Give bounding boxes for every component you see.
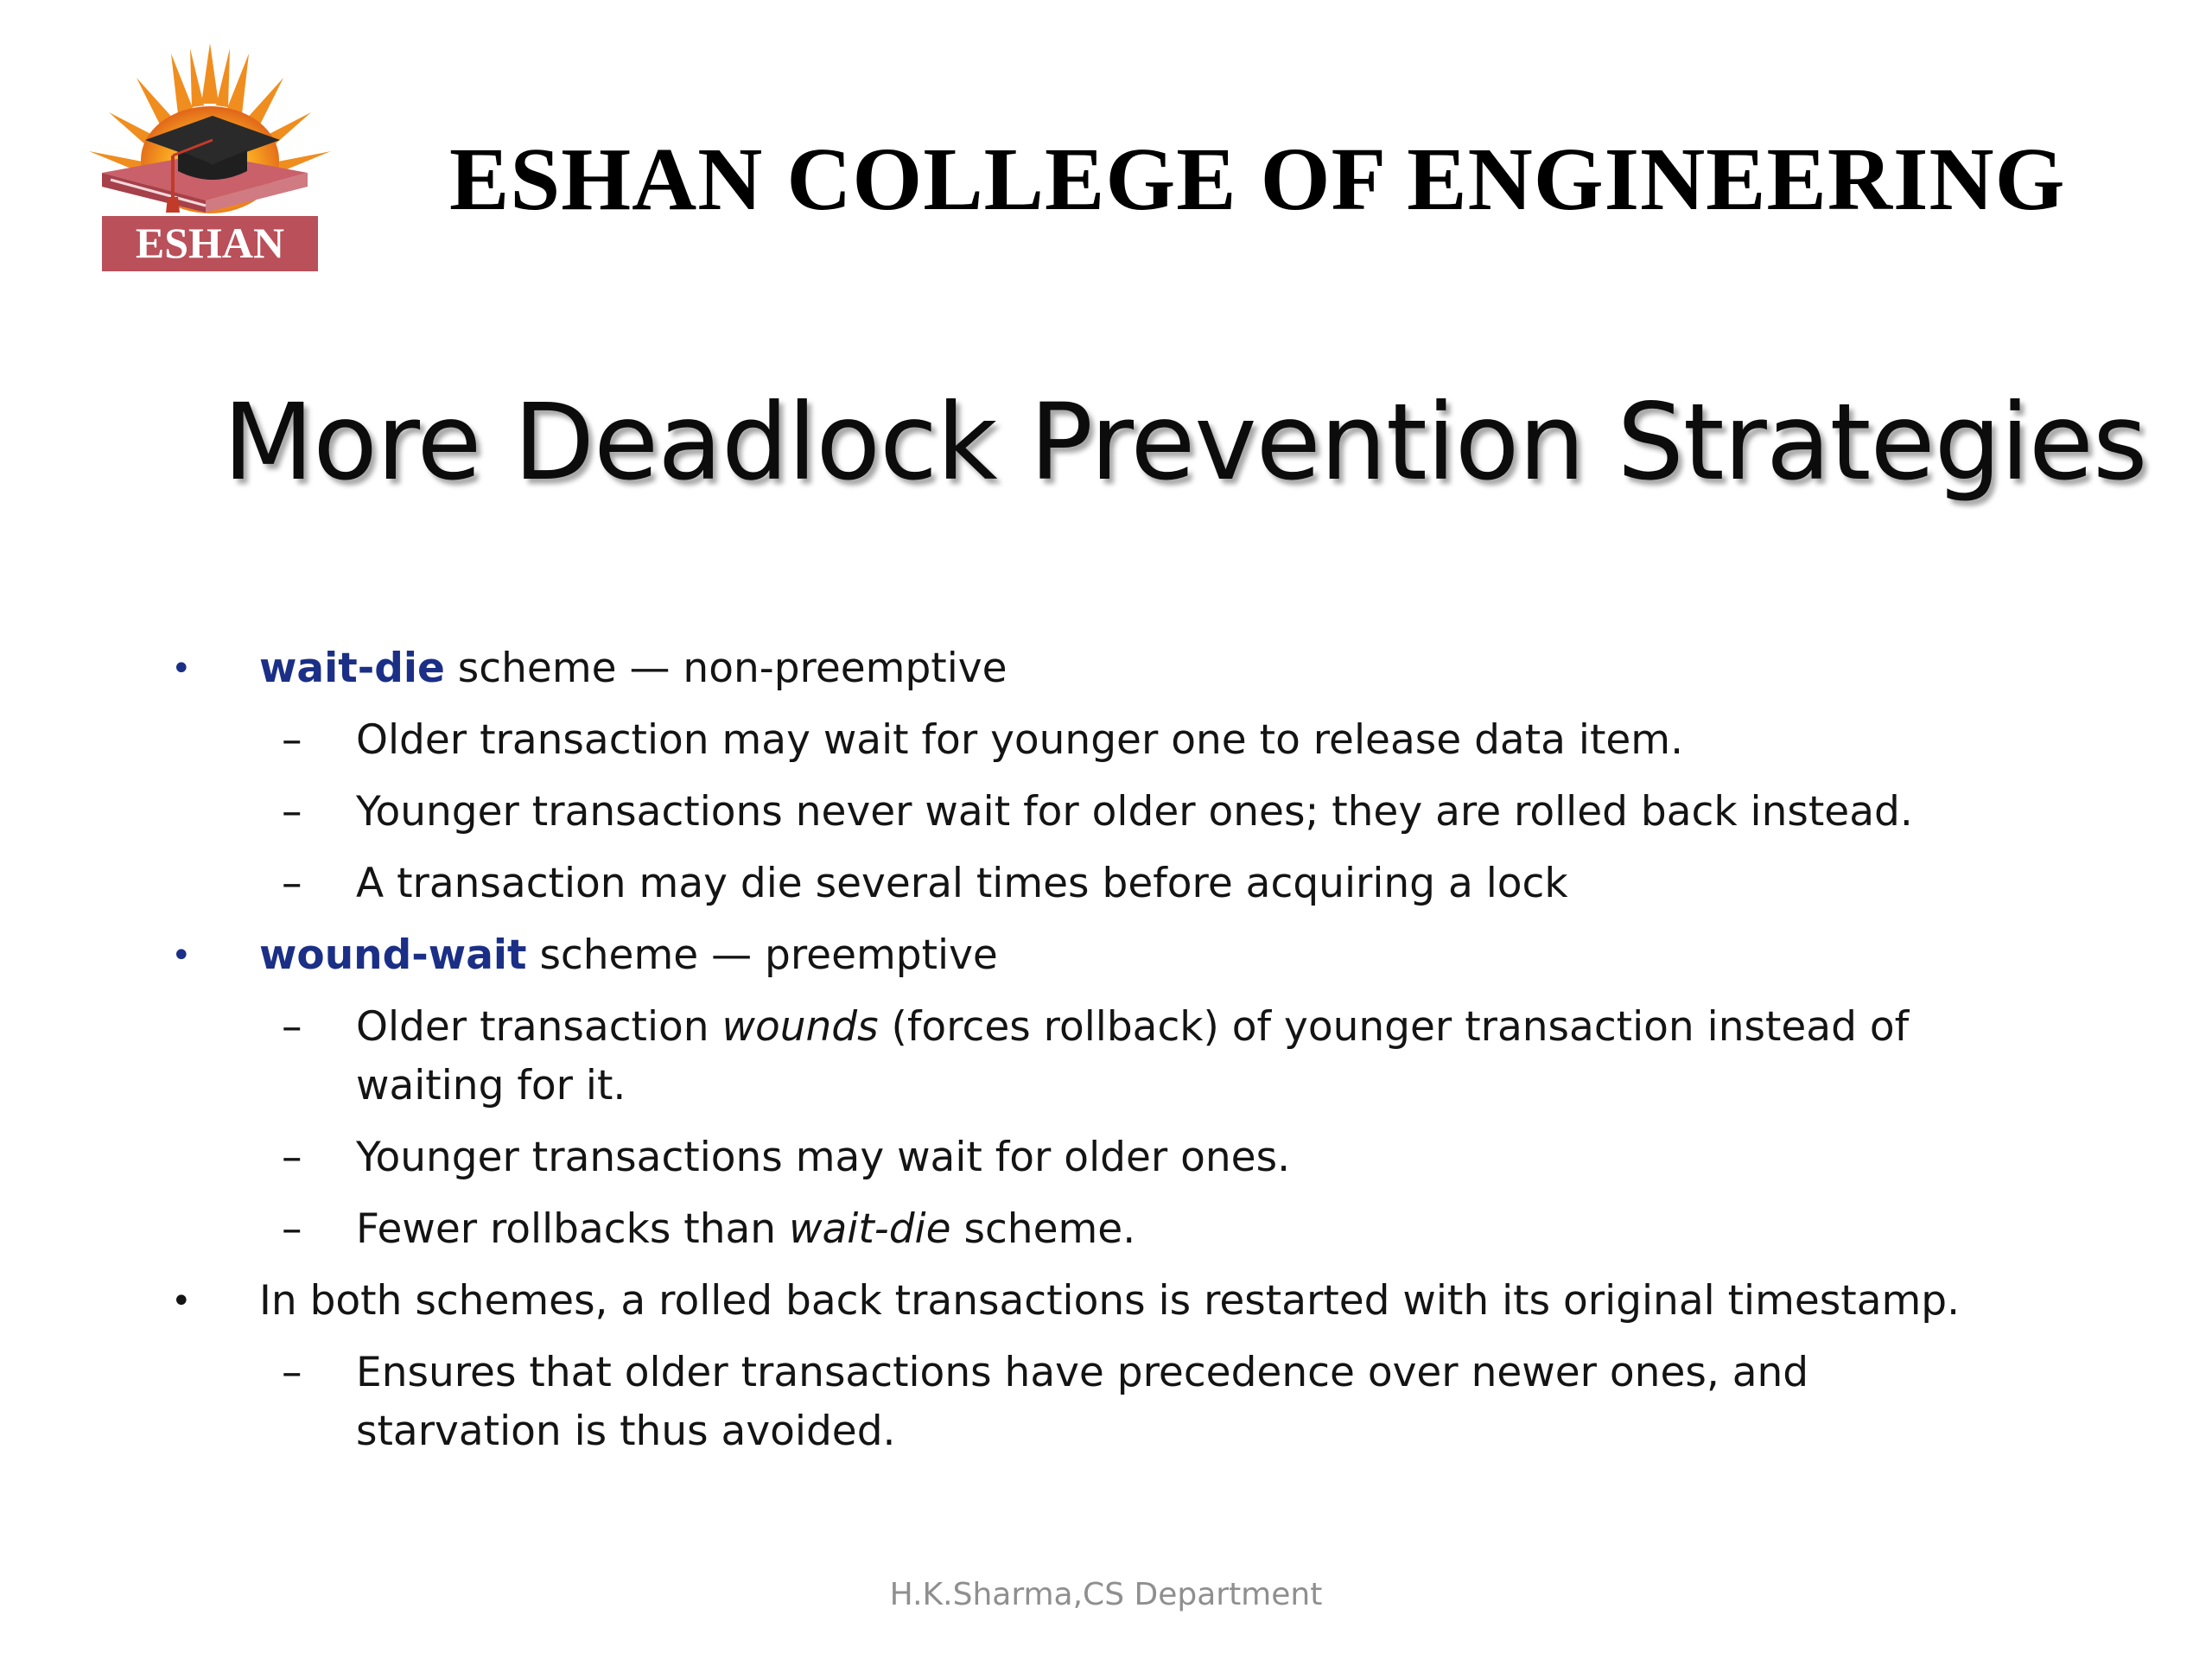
bullet-marker: • xyxy=(171,1281,192,1321)
sub-point xyxy=(164,1128,2022,1187)
sub-point-text: Younger transactions may wait for older ones. xyxy=(356,1134,1291,1181)
term-wound-wait: wound-wait xyxy=(259,931,527,979)
bullet-both-schemes xyxy=(164,1272,2022,1331)
sub-point xyxy=(164,998,2022,1116)
college-logo xyxy=(76,43,344,276)
sub-point-text-after: scheme. xyxy=(950,1205,1136,1253)
dash-marker: – xyxy=(282,716,302,764)
sub-point-text-before: Older transaction xyxy=(356,1003,722,1051)
sub-point xyxy=(164,783,2022,842)
logo-text: ESHAN xyxy=(135,219,285,267)
sub-point xyxy=(164,1200,2022,1259)
sub-point xyxy=(164,855,2022,913)
bullet-marker: • xyxy=(171,936,192,976)
bullet-text: scheme — preemptive xyxy=(526,931,998,979)
slide-content xyxy=(164,639,2022,1474)
dash-marker: – xyxy=(282,860,302,907)
bullet-wound-wait xyxy=(164,926,2022,985)
bullet-wait-die xyxy=(164,639,2022,698)
college-name: ESHAN COLLEGE OF ENGINEERING xyxy=(449,130,2066,229)
sub-point xyxy=(164,1344,2022,1461)
sub-point-text: Younger transactions never wait for older ones; they are rolled back instead. xyxy=(356,788,1913,836)
term-wait-die: wait-die xyxy=(259,645,445,692)
sub-point-text: Ensures that older transactions have precedence over newer ones, and starvation is thus avoided. xyxy=(356,1349,1809,1455)
sub-point-text-before: Fewer rollbacks than xyxy=(356,1205,790,1253)
slide-footer: H.K.Sharma,CS Department xyxy=(889,1577,1323,1612)
bullet-marker: • xyxy=(171,649,192,689)
dash-marker: – xyxy=(282,1003,302,1051)
slide-title: More Deadlock Prevention Strategies xyxy=(223,381,2147,504)
emphasis-wounds: wounds xyxy=(721,1003,879,1051)
sub-point-text: Older transaction may wait for younger one to release data item. xyxy=(356,716,1684,764)
bullet-text: In both schemes, a rolled back transactions is restarted with its original timestamp. xyxy=(259,1277,1961,1325)
sub-point-text-after: (forces rollback) of younger transaction instead of waiting for it. xyxy=(356,1003,1910,1109)
dash-marker: – xyxy=(282,1205,302,1253)
bullet-text: scheme — non-preemptive xyxy=(444,645,1007,692)
dash-marker: – xyxy=(282,788,302,836)
emphasis-wait-die: wait-die xyxy=(789,1205,951,1253)
dash-marker: – xyxy=(282,1349,302,1396)
sub-point xyxy=(164,711,2022,770)
sub-point-text: A transaction may die several times before acquiring a lock xyxy=(356,860,1568,907)
dash-marker: – xyxy=(282,1134,302,1181)
